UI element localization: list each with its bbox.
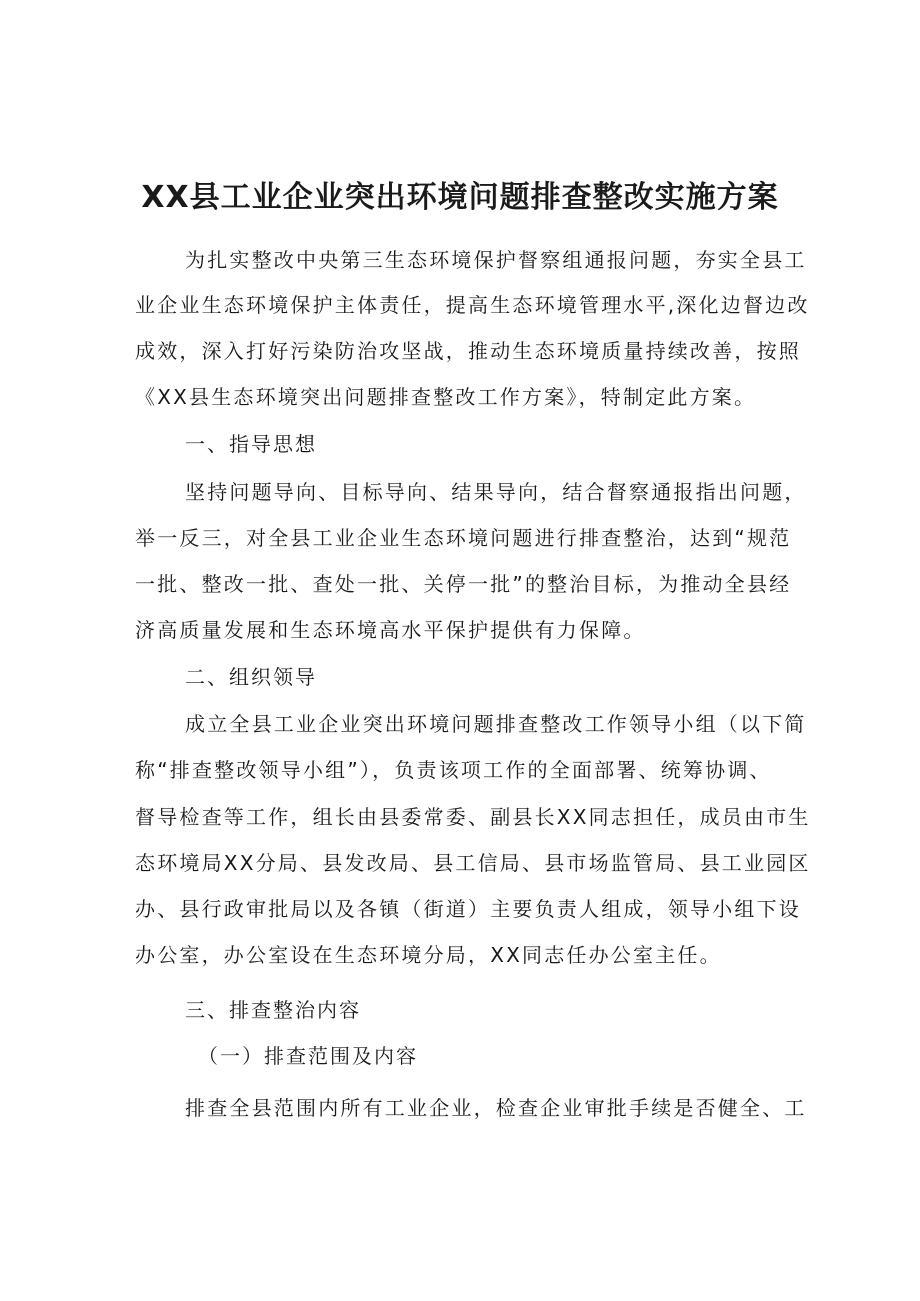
subsection-heading-scope: （一）排查范围及内容 (198, 1044, 418, 1068)
paragraph-line: 一批、整改一批、查处一批、关停一批”的整治目标，为推动全县经 (135, 572, 792, 596)
section-heading-content: 三、排查整治内容 (185, 998, 361, 1022)
paragraph-line: 办、县行政审批局以及各镇（街道）主要负责人组成，领导小组下设 (135, 897, 801, 921)
paragraph-line: 举一反三，对全县工业企业生态环境问题进行排查整治，达到“规范 (135, 526, 792, 550)
paragraph-line: 办公室，办公室设在生态环境分局，XX同志任办公室主任。 (135, 943, 722, 967)
paragraph-line: 坚持问题导向、目标导向、结果导向，结合督察通报指出问题， (185, 480, 807, 504)
paragraph-line: 业企业生态环境保护主体责任，提高生态环境管理水平,深化边督边改 (135, 293, 810, 317)
paragraph-line: 为扎实整改中央第三生态环境保护督察组通报问题，夯实全县工 (185, 248, 807, 272)
paragraph-line: 督导检查等工作，组长由县委常委、副县长XX同志担任，成员由市生 (135, 805, 811, 829)
paragraph-line: 成效，深入打好污染防治攻坚战，推动生态环境质量持续改善，按照 (135, 339, 801, 363)
paragraph-line: 排查全县范围内所有工业企业，检查企业审批手续是否健全、工 (185, 1096, 807, 1120)
paragraph-line: 称“排查整改领导小组”），负责该项工作的全面部署、统筹协调、 (135, 758, 772, 782)
paragraph-line: 济高质量发展和生态环境高水平保护提供有力保障。 (135, 618, 646, 642)
paragraph-line: 态环境局XX分局、县发改局、县工信局、县市场监管局、县工业园区 (135, 851, 811, 875)
document-title: XX县工业企业突出环境问题排查整改实施方案 (141, 180, 779, 215)
paragraph-line: 《XX县生态环境突出问题排查整改工作方案》，特制定此方案。 (135, 385, 757, 409)
section-heading-guiding-ideology: 一、指导思想 (185, 432, 317, 456)
section-heading-organization: 二、组织领导 (185, 665, 317, 689)
paragraph-line: 成立全县工业企业突出环境问题排查整改工作领导小组（以下简 (185, 712, 807, 736)
